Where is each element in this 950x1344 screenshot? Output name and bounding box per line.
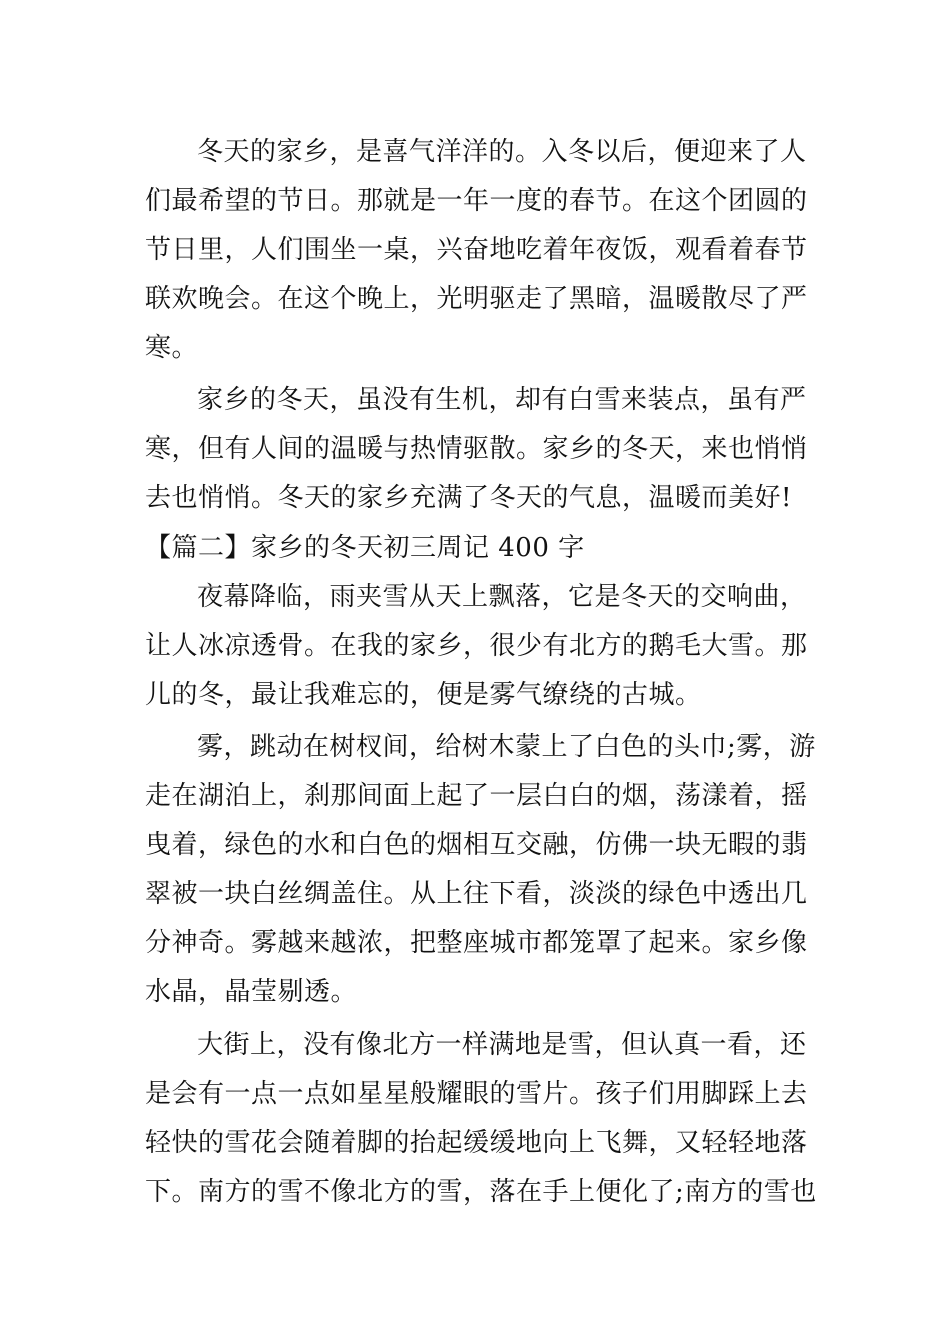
paragraph-2-line: 寒，但有人间的温暖与热情驱散。家乡的冬天，来也悄悄 [145,434,808,464]
paragraph-1-line: 节日里，人们围坐一桌，兴奋地吃着年夜饭，观看着春节 [145,235,808,265]
paragraph-5-line: 是会有一点一点如星星般耀眼的雪片。孩子们用脚踩上去 [145,1079,808,1109]
paragraph-5-line: 轻快的雪花会随着脚的抬起缓缓地向上飞舞，又轻轻地落 [145,1128,808,1158]
paragraph-3-line: 让人冰凉透骨。在我的家乡，很少有北方的鹅毛大雪。那 [145,631,808,661]
paragraph-2-line: 去也悄悄。冬天的家乡充满了冬天的气息，温暖而美好! [145,483,792,513]
paragraph-4-line: 翠被一块白丝绸盖住。从上往下看，淡淡的绿色中透出几 [145,879,808,909]
paragraph-4-line: 雾，跳动在树杈间，给树木蒙上了白色的头巾;雾，游 [197,732,816,762]
paragraph-1-line: 联欢晚会。在这个晚上，光明驱走了黑暗，温暖散尽了严 [145,284,808,314]
paragraph-2-line: 家乡的冬天，虽没有生机，却有白雪来装点，虽有严 [197,385,807,415]
paragraph-3-line: 夜幕降临，雨夹雪从天上飘落，它是冬天的交响曲， [197,582,807,612]
paragraph-3-line: 儿的冬，最让我难忘的，便是雾气缭绕的古城。 [145,680,702,710]
paragraph-4-line: 曳着，绿色的水和白色的烟相互交融，仿佛一块无暇的翡 [145,830,808,860]
paragraph-1-line: 冬天的家乡，是喜气洋洋的。入冬以后，便迎来了人 [197,137,807,167]
paragraph-4-line: 分神奇。雾越来越浓，把整座城市都笼罩了起来。家乡像 [145,928,808,958]
paragraph-4-line: 水晶，晶莹剔透。 [145,977,358,1007]
section-heading: 【篇二】家乡的冬天初三周记 400 字 [145,533,585,563]
paragraph-1-line: 们最希望的节日。那就是一年一度的春节。在这个团圆的 [145,186,808,216]
paragraph-1-line: 寒。 [145,333,199,363]
paragraph-4-line: 走在湖泊上，刹那间面上起了一层白白的烟，荡漾着，摇 [145,781,808,811]
paragraph-5-line: 下。南方的雪不像北方的雪，落在手上便化了;南方的雪也 [145,1177,817,1207]
paragraph-5-line: 大街上，没有像北方一样满地是雪，但认真一看，还 [197,1030,807,1060]
